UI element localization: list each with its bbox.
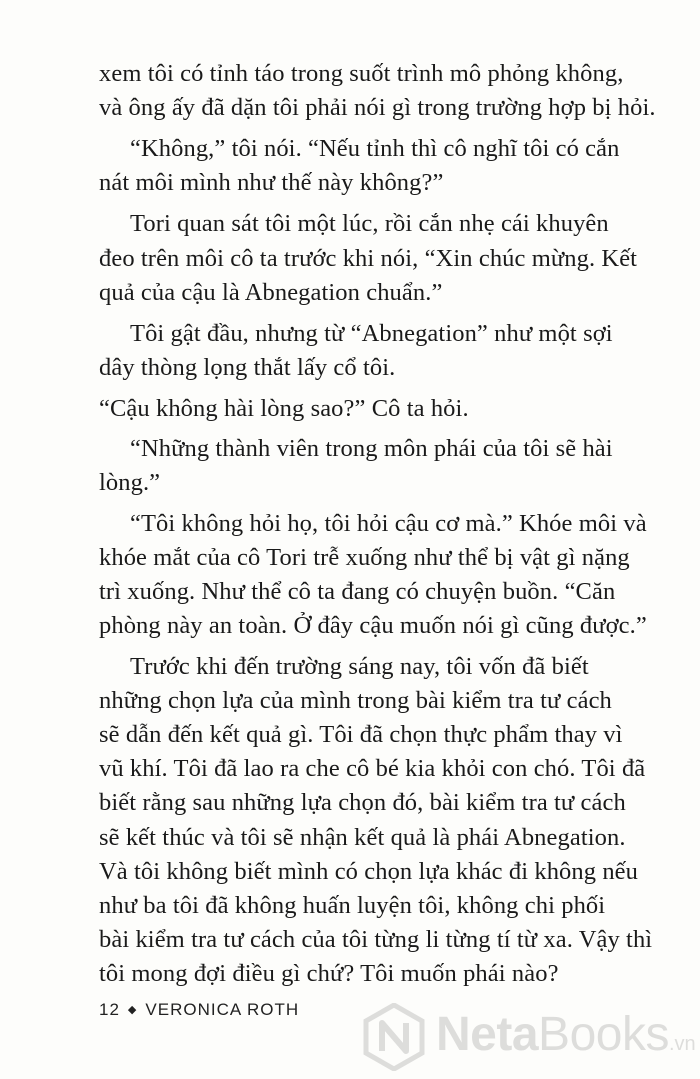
text-line: và ông ấy đã dặn tôi phải nói gì trong trường hợp bị hỏi. [99,94,656,121]
watermark-brand-bold: Neta [436,1008,539,1061]
text-line: sẽ kết thúc và tôi sẽ nhận kết quả là phái Abnegation. [99,824,626,851]
watermark-brand-regular: Books [538,1008,669,1061]
page-number: 12 [99,1000,120,1019]
watermark-brand-text [436,1007,696,1062]
text-line: “Tôi không hỏi họ, tôi hỏi cậu cơ mà.” Khóe môi và [130,510,647,537]
text-line: những chọn lựa của mình trong bài kiểm tra tư cách [99,687,612,714]
text-line: Và tôi không biết mình có chọn lựa khác đi không nếu [99,858,638,885]
text-line: quả của cậu là Abnegation chuẩn.” [99,279,443,306]
text-line: Tôi gật đầu, nhưng từ “Abnegation” như một sợi [130,320,613,347]
text-line: phòng này an toàn. Ở đây cậu muốn nói gì cũng được.” [99,612,647,639]
text-line: tôi mong đợi điều gì chứ? Tôi muốn phái nào? [99,960,559,987]
text-line: đeo trên môi cô ta trước khi nói, “Xin chúc mừng. Kết [99,245,638,272]
text-line: lòng.” [99,469,161,496]
text-line: như ba tôi đã không huấn luyện tôi, không chi phối [99,892,606,919]
text-line: “Không,” tôi nói. “Nếu tỉnh thì cô nghĩ tôi có cắn [130,135,620,162]
netabooks-logo-icon [362,1003,426,1071]
text-line: sẽ dẫn đến kết quả gì. Tôi đã chọn thực phẩm thay vì [99,721,623,748]
text-line: trì xuống. Như thể cô ta đang có chuyện buồn. “Căn [99,578,616,605]
text-line: biết rằng sau những lựa chọn đó, bài kiểm tra tư cách [99,789,626,816]
footer-separator-icon: ◆ [127,1004,138,1016]
text-line: nát môi mình như thế này không?” [99,169,444,196]
page-footer [99,1000,299,1020]
text-line: “Cậu không hài lòng sao?” Cô ta hỏi. [99,395,469,422]
text-line: Trước khi đến trường sáng nay, tôi vốn đã biết [130,653,589,680]
text-line: vũ khí. Tôi đã lao ra che cô bé kia khỏi con chó. Tôi đã [99,755,646,782]
text-line: “Những thành viên trong môn phái của tôi sẽ hài [130,435,613,462]
netabooks-watermark [362,1003,696,1071]
watermark-domain-suffix: .vn [668,1033,696,1055]
text-line: khóe mắt của cô Tori trễ xuống như thể bị vật gì nặng [99,544,630,571]
text-line: bài kiểm tra tư cách của tôi từng li từng tí từ xa. Vậy thì [99,926,653,953]
text-line: Tori quan sát tôi một lúc, rồi cắn nhẹ cái khuyên [130,210,609,237]
footer-author: VERONICA ROTH [145,1000,300,1019]
text-line: xem tôi có tỉnh táo trong suốt trình mô phỏng không, [99,60,624,87]
text-line: dây thòng lọng thắt lấy cổ tôi. [99,354,396,381]
